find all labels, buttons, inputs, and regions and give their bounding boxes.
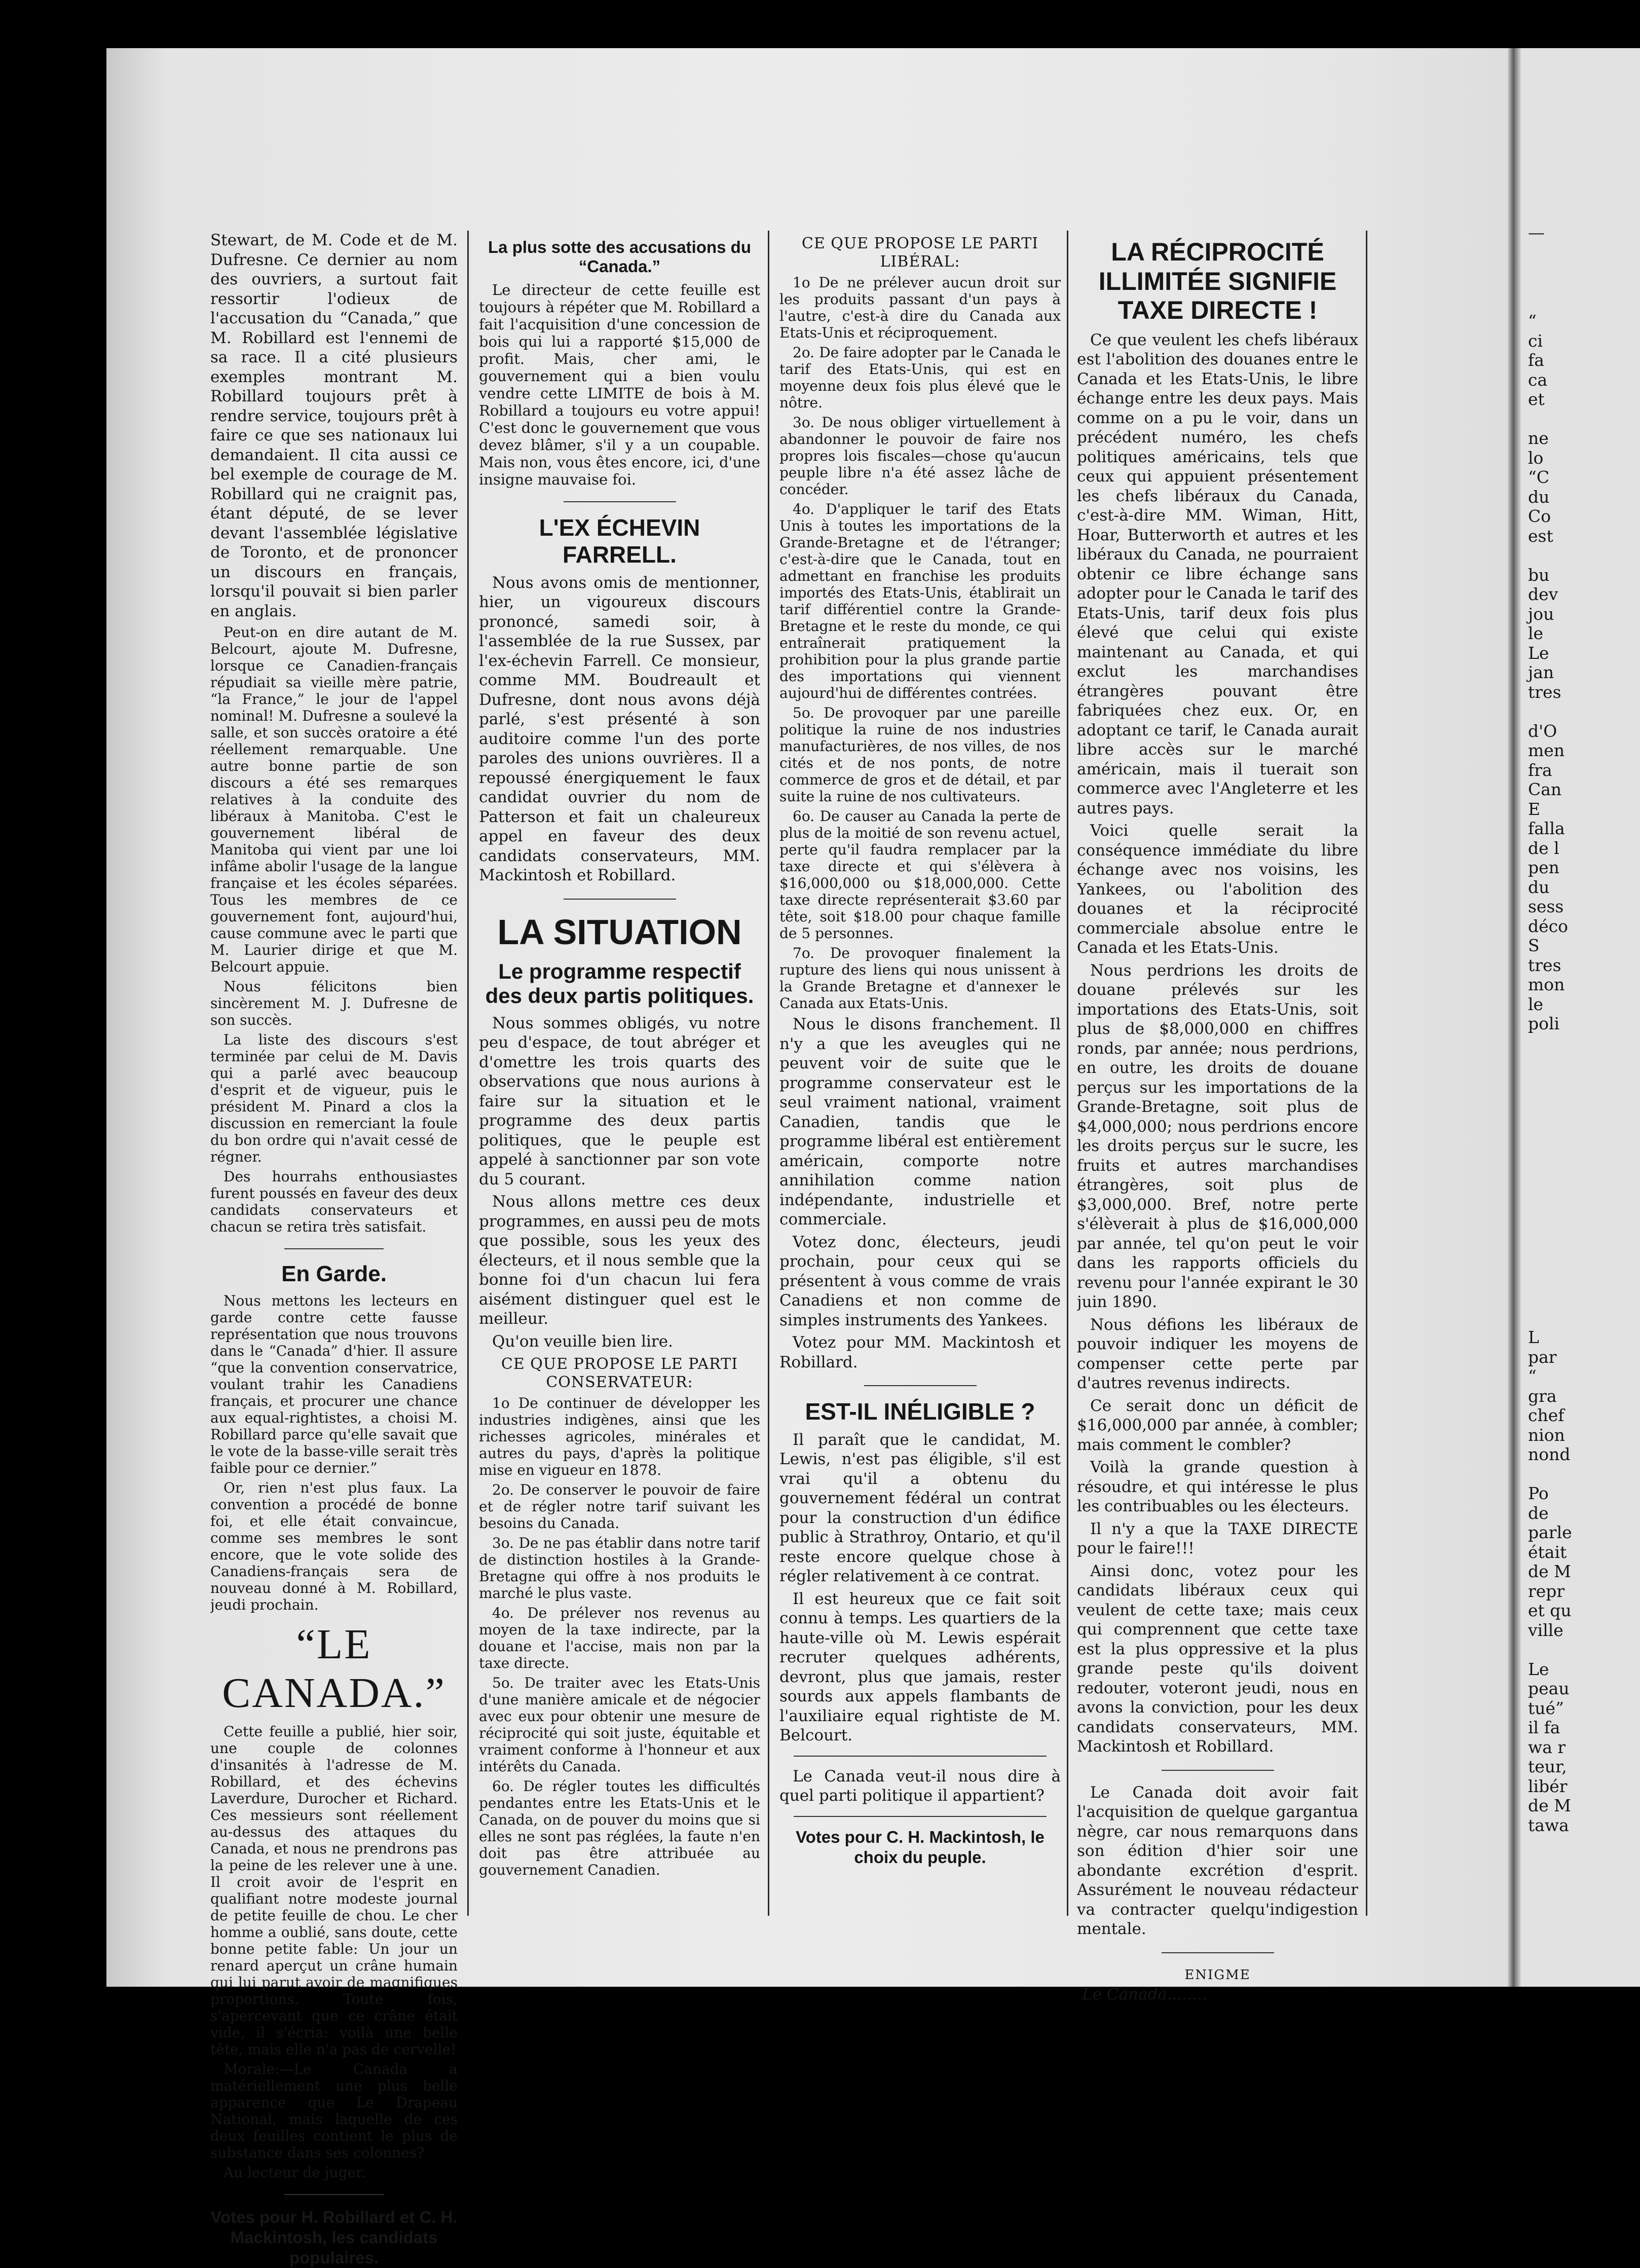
adjacent-line: est — [1528, 526, 1553, 546]
article-paragraph: Le Canada doit avoir fait l'acquisition de quelque gargantua nègre, car nous remarquons dans son édition d'hier soir une abondante excrétion d'esprit. Assurément le nouveau rédacteur va contracter quelqu'indigestion mentale. — [1077, 1783, 1358, 1938]
adjacent-line: Le — [1528, 1659, 1549, 1679]
adjacent-line: de M — [1528, 1561, 1571, 1581]
adjacent-line: de l — [1528, 838, 1559, 858]
article-paragraph: Votez donc, électeurs, jeudi prochain, pour ceux qui se présentent à vous comme de vrais Canadiens et non comme de simples instruments des Yankees. — [779, 1233, 1061, 1329]
column-4 — [1077, 231, 1358, 2007]
program-item: 7o. De provoquer finalement la rupture des liens qui nous unissent à la Grande Bretagne et d'annexer le Canada aux Etats-Unis. — [779, 945, 1061, 1012]
adjacent-line: tué” — [1528, 1698, 1564, 1718]
adjacent-line: d'O — [1528, 721, 1557, 741]
conservative-program-heading: CE QUE PROPOSE LE PARTI CONSERVATEUR: — [501, 1355, 738, 1392]
separator — [564, 501, 676, 502]
column-rule — [467, 231, 469, 1916]
adjacent-line: le — [1528, 994, 1544, 1014]
adjacent-line: ca — [1528, 369, 1548, 390]
adjacent-line: parle — [1528, 1522, 1572, 1542]
adjacent-line: fa — [1528, 350, 1544, 370]
adjacent-line: “ — [1528, 311, 1537, 331]
adjacent-page-mark: — — [1528, 222, 1545, 242]
column-rule — [1067, 231, 1068, 1916]
adjacent-line: S — [1528, 936, 1540, 955]
headline-farrell: L'EX ÉCHEVIN FARRELL. — [539, 514, 700, 568]
article-paragraph: Or, rien n'est plus faux. La convention a procédé de bonne foi, et elle était convaincue, comme ses membres le sont encore, que le vote solide des Canadiens-français sera de nouveau donné à M. Robillard, jeudi prochain. — [210, 1479, 458, 1613]
adjacent-line: il fa — [1528, 1718, 1560, 1737]
article-paragraph: Des hourrahs enthousiastes furent poussés en faveur des deux candidats conservateurs et chacun se retira très satisfait. — [210, 1168, 458, 1235]
adjacent-line: tawa — [1528, 1815, 1569, 1835]
program-item: 4o. De prélever nos revenus au moyen de la taxe indirecte, par la douane et l'accise, mais non par la taxe directe. — [479, 1605, 760, 1672]
article-paragraph: Ce serait donc un déficit de $16,000,000 par année, à combler; mais comment le combler? — [1077, 1396, 1358, 1454]
article-paragraph: Peut-on en dire autant de M. Belcourt, ajoute M. Dufresne, lorsque ce Canadien-français répudiait sa vieille mère patrie, “la France,” le jour de l'appel nominal! M. Dufresne a soulevé la salle, et son succès oratoire a été réellement remarquable. Une autre bonne partie de son discours a été ses remarques relatives à la conduite des libéraux à Manitoba. C'est le gouvernement libéral de Manitoba qui vient par une loi infâme abolir l'usage de la langue française et les écoles séparées. Tous les membres de ce gouvernement font, aujourd'hui, cause commune avec le parti que M. Laurier dirige et que M. Belcourt appuie. — [210, 624, 458, 975]
article-paragraph: Nous allons mettre ces deux programmes, en aussi peu de mots que possible, sous les yeux des électeurs, et il nous semble que la bonne foi d'un chacun lui fera aisément distinguer quel est le meilleur. — [479, 1193, 760, 1328]
adjacent-line: ne — [1528, 428, 1549, 448]
adjacent-line: L — [1528, 1327, 1539, 1347]
headline-la-situation: LA SITUATION — [497, 912, 742, 952]
separator — [794, 1756, 1047, 1757]
adjacent-line: chef — [1528, 1405, 1564, 1425]
program-item: 2o. De faire adopter par le Canada le tarif des Etats-Unis, qui est en moyenne deux fois plus élevé que le nôtre. — [779, 344, 1061, 411]
adjacent-line: “C — [1528, 467, 1550, 487]
adjacent-page-text-b — [1528, 1328, 1639, 1835]
column-2 — [479, 231, 760, 1881]
adjacent-line: dev — [1528, 584, 1558, 604]
program-item: 4o. D'appliquer le tarif des Etats Unis à toutes les importations de la Grande-Bretagne et de l'étranger; c'est-à-dire que le Canada, tout en admettant en franchise les produits importés des Etats-Unis, établirait un tarif différentiel contre la Grande-Bretagne et le reste du monde, ce qui entraînerait pratiquement la prohibition pour la plus grande partie des importations qui viennent aujourd'hui de différentes contrées. — [779, 501, 1061, 701]
adjacent-line: tres — [1528, 955, 1561, 975]
separator — [564, 899, 676, 900]
article-paragraph: Voici quelle serait la conséquence immédiate du libre échange avec nos voisins, les Yankees, ou l'abolition des douanes et la réciprocité commerciale absolue entre le Canada et les Etats-Unis. — [1077, 822, 1358, 957]
adjacent-line: bu — [1528, 565, 1550, 585]
program-item: 6o. De causer au Canada la perte de plus de la moitié de son revenu actuel, perte qu'il faudra remplacer par la taxe directe et qui s'élèvera à $16,000,000 ou $18,000,000. Cette taxe directe représenterait $3.60 par tête, soit $18.00 pour chaque famille de 5 personnes. — [779, 808, 1061, 942]
article-paragraph: La liste des discours s'est terminée par celui de M. Davis qui a parlé avec beaucoup d'esprit et de vigueur, puis le président M. Pinard a clos la discussion en remerciant la foule du bon ordre qui n'avait cessé de régner. — [210, 1031, 458, 1165]
votes-notice: Votes pour C. H. Mackintosh, le choix du peuple. — [796, 1827, 1045, 1867]
article-paragraph: Ainsi donc, votez pour les candidats libéraux ceux qui veulent de cette taxe; mais ceux qui comprennent que cette taxe est la plus oppressive et la plus grande peste qu'ils doivent redouter, voteront jeudi, nous en avons la conviction, pour les deux candidats conservateurs, MM. Mackintosh et Robillard. — [1077, 1561, 1358, 1756]
headline-en-garde: En Garde. — [281, 1261, 387, 1286]
subheadline-programme: Le programme respectif des deux partis politiques. — [485, 959, 754, 1008]
adjacent-line — [1528, 546, 1639, 566]
program-item: 1o De ne prélever aucun droit sur les produits passant d'un pays à l'autre, c'est-à dire du Canada aux Etats-Unis et réciproquement. — [779, 274, 1061, 341]
adjacent-line: jan — [1528, 662, 1554, 682]
adjacent-line: E — [1528, 799, 1541, 819]
separator — [1162, 1770, 1274, 1771]
adjacent-line: wa r — [1528, 1737, 1566, 1757]
adjacent-line: repr — [1528, 1581, 1565, 1601]
article-paragraph: Cette feuille a publié, hier soir, une couple de colonnes d'insanités à l'adresse de M. Robillard, et des échevins Laverdure, Durocher et Richard. Ces messieurs sont réellement au-dessus des attaques du Canada, et nous ne prendrons pas la peine de les relever une à une. Il croit avoir de l'esprit en qualifiant notre modeste journal de petite feuille de chou. Le cher homme a oublié, sans doute, cette bonne petite fable: Un jour un renard aperçut un crâne humain qui lui parut avoir de magnifiques proportions. Toute fois, s'apercevant que ce crâne était vide, il s'écria: voilà une belle tête, mais elle n'a pas de cervelle! — [210, 1723, 458, 2058]
article-paragraph: Morale:—Le Canada a matériellement une plus belle apparence que Le Drapeau National, mais laquelle de ces deux feuilles contient le plus de substance dans ses colonnes? — [210, 2060, 458, 2161]
adjacent-line: par — [1528, 1347, 1557, 1367]
program-item: 2o. De conserver le pouvoir de faire et de régler notre tarif suivant les besoins du Canada. — [479, 1481, 760, 1532]
page-fold — [1508, 48, 1521, 1987]
article-paragraph: Votez pour MM. Mackintosh et Robillard. — [779, 1333, 1061, 1371]
article-paragraph: Le directeur de cette feuille est toujours à répéter que M. Robillard a fait l'acquisition d'une concession de bois qui lui a rapporté $15,000 de profit. Mais, cher ami, le gouvernement qui a bien voulu vendre cette LIMITE de bois à M. Robillard a toujours eu votre appui! C'est donc le gouvernement que vous devez blâmer, s'il y a un coupable. Mais non, vous êtes encore, ici, d'une insigne mauvaise foi. — [479, 281, 760, 488]
votes-notice: Votes pour H. Robillard et C. H. Mackintosh, les candidats populaires. — [210, 2207, 458, 2267]
column-rule — [768, 231, 769, 1916]
article-paragraph: Ce que veulent les chefs libéraux est l'abolition des douanes entre le Canada et les Etats-Unis, le libre échange entre les deux pays. Mais comme on a pu le voir, dans un précédent numéro, les chefs politiques américains, tels que ceux qui appuient présentement les chefs libéraux du Canada, c'est-à-dire MM. Wiman, Hitt, Hoar, Butterworth et autres et les libéraux du Canada, ne pourraient obtenir ce libre échange sans adopter pour le Canada le tarif des Etats-Unis, tarif deux fois plus élevé que celui qui existe maintenant au Canada, et qui exclut les marchandises étrangères pouvant être fabriquées chez eux. Or, en adoptant ce tarif, le Canada aurait libre accès sur le marché américain, mais il tuerait son commerce avec l'Angleterre et les autres pays. — [1077, 330, 1358, 817]
headline-ineligible: EST-IL INÉLIGIBLE ? — [805, 1398, 1035, 1425]
article-paragraph: Au lecteur de juger. — [223, 2164, 366, 2181]
program-item: 1o De continuer de développer les industries indigènes, ainsi que les richesses agricoles, minérales et autres du pays, d'après la politique mise en vigueur en 1878. — [479, 1395, 760, 1479]
program-item: 3o. De ne pas établir dans notre tarif de distinction hostiles à la Grande-Bretagne qui offre à nos produits le marché le plus vaste. — [479, 1535, 760, 1602]
adjacent-line: teur, — [1528, 1757, 1567, 1776]
adjacent-line — [1528, 410, 1639, 429]
article-paragraph: Nous avons omis de mentionner, hier, un vigoureux discours prononcé, samedi soir, à l'assemblée de la rue Sussex, par l'ex-échevin Farrell. Ce monsieur, comme MM. Boudreault et Dufresne, dont nous avons déjà parlé, s'est présenté à son auditoire comme l'un des porte paroles des unions ouvrières. Il a repoussé énergiquement le faux candidat ouvrier du nom de Patterson et fait un chaleureux appel en faveur des deux candidats conservateurs, MM. Mackintosh et Robillard. — [479, 573, 760, 885]
adjacent-line: nond — [1528, 1444, 1571, 1464]
adjacent-line: tres — [1528, 682, 1561, 702]
separator — [284, 1248, 383, 1249]
program-item: 3o. De nous obliger virtuellement à abandonner le pouvoir de faire nos propres lois fiscales—chose qu'aucun peuple libre n'a été assez lâche de concéder. — [779, 414, 1061, 498]
adjacent-page-text-a — [1528, 312, 1639, 1034]
adjacent-line: pen — [1528, 858, 1559, 877]
adjacent-line — [1528, 1640, 1639, 1660]
adjacent-line: Can — [1528, 779, 1562, 799]
enigme-line: Le Canada........ — [1082, 1985, 1207, 2003]
liberal-program-heading: CE QUE PROPOSE LE PARTI LIBÉRAL: — [801, 235, 1039, 271]
separator — [284, 2194, 383, 2195]
adjacent-line: “ — [1528, 1366, 1537, 1386]
adjacent-line: falla — [1528, 819, 1565, 838]
adjacent-line: poli — [1528, 1014, 1560, 1033]
adjacent-line: mon — [1528, 975, 1565, 994]
enigme-heading: ENIGME — [1184, 1967, 1251, 1983]
adjacent-line: de — [1528, 1503, 1549, 1523]
adjacent-line: gra — [1528, 1386, 1557, 1406]
program-item: 5o. De traiter avec les Etats-Unis d'une manière amicale et de négocier avec eux pour obtenir une mesure de réciprocité qui soit juste, équitable et vraiment conforme à l'honneur et aux intérêts du Canada. — [479, 1675, 760, 1775]
separator — [864, 1385, 977, 1386]
adjacent-line: nion — [1528, 1425, 1565, 1445]
adjacent-line: Le — [1528, 643, 1549, 663]
column-rule — [1366, 231, 1367, 1916]
adjacent-line: et qu — [1528, 1601, 1572, 1620]
adjacent-line: ville — [1528, 1620, 1563, 1640]
article-paragraph: Il n'y a que la TAXE DIRECTE pour le faire!!! — [1077, 1519, 1358, 1557]
program-item: 6o. De régler toutes les difficultés pendantes entre les Etats-Unis et le Canada, on de pouver du moins que si elles ne sont pas réglées, la faute n'en doit pas être attribuée au gouvernement Canadien. — [479, 1778, 760, 1879]
adjacent-line: men — [1528, 740, 1565, 760]
adjacent-line: sess — [1528, 897, 1564, 916]
adjacent-line: Po — [1528, 1483, 1549, 1503]
adjacent-line: le — [1528, 623, 1544, 643]
column-1 — [210, 231, 458, 2268]
column-3 — [779, 231, 1061, 1868]
article-paragraph: Il est heureux que ce fait soit connu à temps. Les quartiers de la haute-ville où M. Lewis espérait recruter quelques adhérents, devront, plus que jamais, rester sourds aux appels flambants de l'auxiliaire equal rightiste de M. Belcourt. — [779, 1589, 1061, 1745]
article-paragraph: Nous le disons franchement. Il n'y a que les aveugles qui ne peuvent voir de suite que le programme conservateur est le seul vraiment national, vraiment Canadien, tandis que le programme libéral est entièrement américain, comporte notre annihilation comme nation indépendante, industrielle et commerciale. — [779, 1015, 1061, 1229]
article-paragraph: Nous perdrions les droits de douane prélevés sur les importations des Etats-Unis, soit plus de $8,000,000 en chiffres ronds, par année; nous perdrions, en outre, les droits de douane perçus sur les importations de la Grande-Bretagne, soit plus de $4,000,000; nous perdrions encore les droits perçus sur le sucre, les fruits et autres marchandises étrangères, soit plus de $3,000,000. Bref, notre perte s'élèverait à plus de $16,000,000 par année, tel qu'on peut le voir dans les rapports officiels du revenu pour l'année expirant le 30 juin 1890. — [1077, 961, 1358, 1311]
article-paragraph: Nous mettons les lecteurs en garde contre cette fausse représentation que nous trouvons dans le “Canada” d'hier. Il assure “que la convention conservatrice, voulant trahir les Canadiens français, et procurer une chance aux equal-rightistes, a choisi M. Robillard parce qu'elle savait que le vote de la basse-ville serait très faible pour ce dernier.” — [210, 1292, 458, 1476]
adjacent-line: du — [1528, 877, 1550, 897]
headline-plus-sotte: La plus sotte des accusations du “Canada.” — [488, 238, 751, 276]
article-paragraph: Nous défions les libéraux de pouvoir indiquer les moyens de compenser cette perte par d'autres revenus indirects. — [1077, 1315, 1358, 1392]
adjacent-line: jou — [1528, 604, 1554, 624]
adjacent-line: de M — [1528, 1796, 1571, 1815]
adjacent-line: et — [1528, 389, 1545, 409]
article-paragraph: Stewart, de M. Code et de M. Dufresne. Ce dernier au nom des ouvriers, a surtout fait ressortir l'odieux de l'accusation du “Canada,” que M. Robillard est l'ennemi de sa race. Il a cité plusieurs exemples montrant M. Robillard toujours prêt à rendre service, toujours prêt à faire ce que ses nationaux lui demandaient. Il cita aussi ce bel exemple de courage de M. Robillard qui ne craignit pas, étant député, de se lever devant l'assemblée législative de Toronto, et de prononcer un discours en français, lorsqu'il pouvait si bien parler en anglais. — [210, 231, 458, 620]
article-paragraph: Qu'on veuille bien lire. — [492, 1332, 673, 1351]
adjacent-line: peau — [1528, 1679, 1570, 1698]
article-paragraph: Nous félicitons bien sincèrement M. J. Dufresne de son succès. — [210, 978, 458, 1028]
adjacent-line: fra — [1528, 760, 1552, 780]
adjacent-line — [1528, 702, 1639, 722]
adjacent-line: ci — [1528, 330, 1543, 351]
adjacent-line: du — [1528, 487, 1550, 507]
article-paragraph: Le Canada veut-il nous dire à quel parti politique il appartient? — [779, 1767, 1061, 1805]
separator — [1162, 1952, 1274, 1953]
adjacent-line: Co — [1528, 506, 1551, 526]
article-paragraph: Nous sommes obligés, vu notre peu d'espace, de tout abréger et d'omettre les trois quarts des observations que nous aurions à faire sur la situation et le programme des deux partis politiques, que le peuple est appelé à sanctionner par son vote du 5 courant. — [479, 1014, 760, 1188]
article-paragraph: Voilà la grande question à résoudre, et qui intéresse le plus les contribuables ou les électeurs. — [1077, 1458, 1358, 1515]
program-item: 5o. De provoquer par une pareille politique la ruine de nos industries manufacturières, de nos villes, de nos cités et de nos ponts, de notre commerce de gros et de détail, et par suite la ruine de nos cultivateurs. — [779, 704, 1061, 805]
adjacent-line — [1528, 1465, 1639, 1484]
adjacent-line: déco — [1528, 916, 1569, 936]
adjacent-line: libér — [1528, 1776, 1568, 1796]
headline-reciprocite: LA RÉCIPROCITÉ ILLIMITÉE SIGNIFIE TAXE DIRECTE ! — [1098, 238, 1337, 324]
separator — [794, 1816, 1047, 1817]
adjacent-line: lo — [1528, 448, 1544, 468]
headline-le-canada: “LE CANADA.” — [222, 1620, 446, 1717]
adjacent-line: était — [1528, 1542, 1567, 1562]
article-paragraph: Il paraît que le candidat, M. Lewis, n'est pas éligible, s'il est vrai qu'il a obtenu du gouvernement fédéral un contrat pour la construction d'un édifice public à Strathroy, Ontario, et qu'il reste encore quelque chose à régler relativement à ce contrat. — [779, 1430, 1061, 1586]
